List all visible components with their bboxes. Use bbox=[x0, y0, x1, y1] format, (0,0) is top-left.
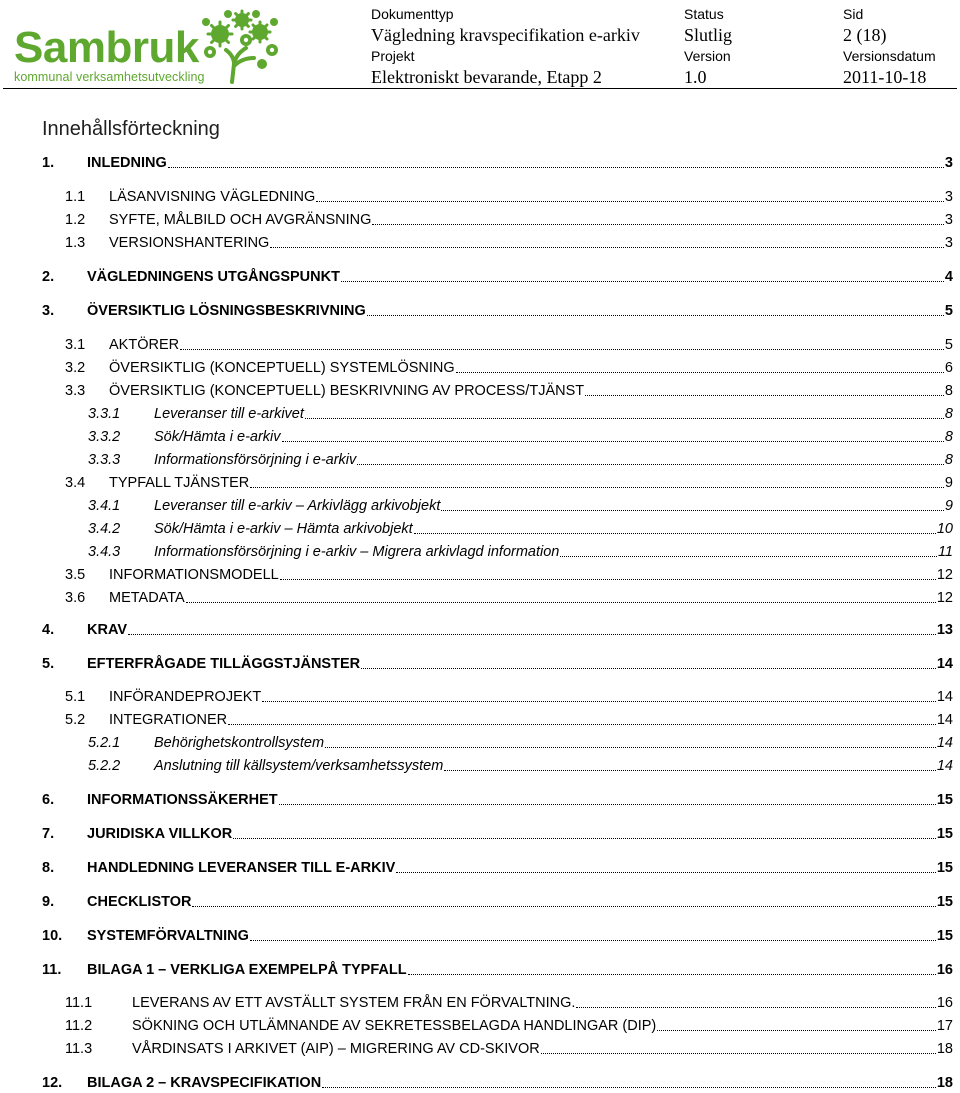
sambruk-logo bbox=[10, 6, 285, 84]
toc-dot-leader bbox=[560, 555, 937, 557]
page-label: Sid bbox=[843, 6, 864, 22]
toc-entry[interactable] bbox=[65, 993, 953, 1013]
toc-entry-page: 5 bbox=[944, 303, 953, 319]
toc-entry[interactable] bbox=[42, 654, 953, 674]
header-divider bbox=[3, 88, 957, 89]
toc-entry-page: 11 bbox=[937, 544, 953, 560]
toc-entry-number: 1.2 bbox=[65, 212, 86, 228]
toc-dot-leader bbox=[282, 440, 944, 442]
toc-entry-title: Sök/Hämta i e-arkiv – Hämta arkivobjekt bbox=[154, 521, 413, 537]
toc-dot-leader bbox=[441, 509, 944, 511]
toc-dot-leader bbox=[280, 578, 936, 580]
toc-entry-page: 3 bbox=[944, 189, 953, 205]
toc-dot-leader bbox=[325, 746, 936, 748]
toc-entry-number: 3.3.2 bbox=[88, 429, 121, 445]
toc-entry-page: 14 bbox=[936, 758, 953, 774]
toc-entry-title: EFTERFRÅGADE TILLÄGGSTJÄNSTER bbox=[87, 656, 361, 672]
toc-entry-title: VÅRDINSATS I ARKIVET (AIP) – MIGRERING AV CD-SKIVOR bbox=[132, 1041, 540, 1057]
toc-dot-leader bbox=[270, 246, 944, 248]
toc-dot-leader bbox=[456, 371, 944, 373]
toc-entry-number: 1.1 bbox=[65, 189, 86, 205]
toc-entry-page: 18 bbox=[936, 1041, 953, 1057]
toc-entry-title: VERSIONSHANTERING bbox=[109, 235, 270, 251]
toc-entry-number: 2. bbox=[42, 269, 55, 285]
toc-entry-page: 16 bbox=[936, 962, 953, 978]
toc-dot-leader bbox=[128, 633, 936, 635]
toc-entry-title: BILAGA 1 – VERKLIGA EXEMPELPÅ TYPFALL bbox=[87, 962, 407, 978]
toc-entry[interactable] bbox=[88, 519, 953, 539]
toc-entry[interactable] bbox=[65, 210, 953, 230]
toc-entry[interactable] bbox=[42, 1073, 953, 1093]
toc-entry-number: 5.2.2 bbox=[88, 758, 121, 774]
toc-entry[interactable] bbox=[42, 301, 953, 321]
toc-dot-leader bbox=[228, 723, 936, 725]
toc-entry-title: Informationsförsörjning i e-arkiv – Migrera arkivlagd information bbox=[154, 544, 560, 560]
toc-dot-leader bbox=[180, 348, 944, 350]
toc-entry-number: 6. bbox=[42, 792, 55, 808]
status-label: Status bbox=[684, 6, 724, 22]
toc-entry-number: 3.4.3 bbox=[88, 544, 121, 560]
status-value: Slutlig bbox=[684, 25, 733, 45]
toc-title: Innehållsförteckning bbox=[42, 118, 220, 140]
toc-dot-leader bbox=[341, 280, 944, 282]
version-date-value: 2011-10-18 bbox=[843, 67, 927, 87]
toc-entry-page: 15 bbox=[936, 928, 953, 944]
toc-entry[interactable] bbox=[42, 926, 953, 946]
toc-dot-leader bbox=[250, 486, 944, 488]
toc-entry[interactable] bbox=[65, 187, 953, 207]
toc-dot-leader bbox=[414, 532, 936, 534]
toc-entry-title: Anslutning till källsystem/verksamhetssystem bbox=[154, 758, 444, 774]
toc-entry-page: 9 bbox=[944, 475, 953, 491]
toc-entry-number: 12. bbox=[42, 1075, 63, 1091]
toc-entry[interactable] bbox=[65, 473, 953, 493]
toc-entry-number: 11. bbox=[42, 962, 62, 978]
toc-entry-page: 3 bbox=[944, 235, 953, 251]
toc-entry-page: 8 bbox=[944, 406, 953, 422]
toc-entry[interactable] bbox=[65, 381, 953, 401]
toc-entry-page: 8 bbox=[944, 452, 953, 468]
toc-entry[interactable] bbox=[42, 620, 953, 640]
toc-entry-title: AKTÖRER bbox=[109, 337, 180, 353]
toc-dot-leader bbox=[372, 223, 944, 225]
logo-wordmark: Sambruk bbox=[14, 23, 199, 72]
toc-dot-leader bbox=[192, 905, 935, 907]
version-date-label: Versionsdatum bbox=[843, 48, 936, 64]
toc-entry-page: 14 bbox=[936, 689, 953, 705]
toc-entry-page: 15 bbox=[936, 894, 953, 910]
toc-entry[interactable] bbox=[88, 496, 953, 516]
toc-entry-number: 3.6 bbox=[65, 590, 86, 606]
toc-entry-page: 17 bbox=[936, 1018, 953, 1034]
toc-dot-leader bbox=[168, 166, 944, 168]
toc-entry-page: 16 bbox=[936, 995, 953, 1011]
toc-entry-title: Behörighetskontrollsystem bbox=[154, 735, 325, 751]
toc-entry-title: Sök/Hämta i e-arkiv bbox=[154, 429, 281, 445]
toc-entry-number: 3.3.1 bbox=[88, 406, 121, 422]
toc-entry-number: 1.3 bbox=[65, 235, 86, 251]
toc-entry-number: 11.1 bbox=[65, 995, 93, 1011]
toc-dot-leader bbox=[262, 700, 936, 702]
toc-entry[interactable] bbox=[88, 756, 953, 776]
toc-dot-leader bbox=[541, 1052, 936, 1054]
toc-entry-title: ÖVERSIKTLIG (KONCEPTUELL) BESKRIVNING AV PROCESS/TJÄNST bbox=[109, 383, 585, 399]
toc-entry[interactable] bbox=[65, 687, 953, 707]
version-label: Version bbox=[684, 48, 731, 64]
toc-entry-title: LEVERANS AV ETT AVSTÄLLT SYSTEM FRÅN EN FÖRVALTNING. bbox=[132, 995, 576, 1011]
toc-entry-page: 14 bbox=[936, 656, 953, 672]
toc-entry-title: INFORMATIONSSÄKERHET bbox=[87, 792, 278, 808]
project-label: Projekt bbox=[371, 48, 415, 64]
toc-dot-leader bbox=[250, 939, 936, 941]
toc-entry-number: 8. bbox=[42, 860, 55, 876]
toc-entry[interactable] bbox=[65, 710, 953, 730]
toc-entry-page: 12 bbox=[936, 590, 953, 606]
toc-dot-leader bbox=[396, 871, 936, 873]
toc-entry-page: 14 bbox=[936, 712, 953, 728]
toc-dot-leader bbox=[576, 1006, 935, 1008]
toc-entry-title: SÖKNING OCH UTLÄMNANDE AV SEKRETESSBELAGDA HANDLINGAR (DIP) bbox=[132, 1018, 657, 1034]
toc-entry-title: CHECKLISTOR bbox=[87, 894, 192, 910]
toc-entry[interactable] bbox=[65, 588, 953, 608]
toc-dot-leader bbox=[279, 803, 936, 805]
toc-entry[interactable] bbox=[65, 335, 953, 355]
toc-entry-page: 3 bbox=[944, 155, 953, 171]
toc-entry-number: 5. bbox=[42, 656, 55, 672]
toc-entry-title: JURIDISKA VILLKOR bbox=[87, 826, 233, 842]
toc-entry-number: 7. bbox=[42, 826, 55, 842]
toc-entry[interactable] bbox=[88, 450, 953, 470]
toc-dot-leader bbox=[585, 394, 944, 396]
toc-entry-title: HANDLEDNING LEVERANSER TILL E-ARKIV bbox=[87, 860, 396, 876]
toc-dot-leader bbox=[186, 601, 936, 603]
toc-dot-leader bbox=[361, 667, 936, 669]
toc-entry[interactable] bbox=[88, 404, 953, 424]
toc-entry-title: Leveranser till e-arkivet bbox=[154, 406, 304, 422]
toc-dot-leader bbox=[408, 973, 936, 975]
toc-entry-page: 12 bbox=[936, 567, 953, 583]
toc-entry[interactable] bbox=[42, 892, 953, 912]
toc-entry[interactable] bbox=[65, 565, 953, 585]
toc-entry-page: 15 bbox=[936, 826, 953, 842]
toc-entry-title: INLEDNING bbox=[87, 155, 167, 171]
toc-entry-number: 3.4.2 bbox=[88, 521, 121, 537]
toc-entry-title: SYSTEMFÖRVALTNING bbox=[87, 928, 249, 944]
toc-dot-leader bbox=[367, 314, 944, 316]
toc-entry[interactable] bbox=[65, 358, 953, 378]
toc-entry-page: 5 bbox=[944, 337, 953, 353]
toc-dot-leader bbox=[233, 837, 936, 839]
toc-entry-number: 1. bbox=[42, 155, 55, 171]
toc-entry[interactable] bbox=[42, 267, 953, 287]
toc-entry-title: TYPFALL TJÄNSTER bbox=[109, 475, 250, 491]
toc-entry-page: 18 bbox=[936, 1075, 953, 1091]
toc-entry-page: 4 bbox=[944, 269, 953, 285]
toc-entry[interactable] bbox=[88, 542, 953, 562]
toc-entry-number: 3.5 bbox=[65, 567, 86, 583]
toc-entry-number: 3.3.3 bbox=[88, 452, 121, 468]
toc-entry[interactable] bbox=[65, 1016, 953, 1036]
toc-entry-page: 13 bbox=[936, 622, 953, 638]
toc-entry-number: 3.4.1 bbox=[88, 498, 121, 514]
project-value: Elektroniskt bevarande, Etapp 2 bbox=[371, 67, 602, 87]
toc-entry-title: Informationsförsörjning i e-arkiv bbox=[154, 452, 357, 468]
toc-entry-title: INTEGRATIONER bbox=[109, 712, 228, 728]
toc-entry-title: KRAV bbox=[87, 622, 128, 638]
toc-entry[interactable] bbox=[88, 733, 953, 753]
toc-entry-title: BILAGA 2 – KRAVSPECIFIKATION bbox=[87, 1075, 322, 1091]
toc-entry[interactable] bbox=[88, 427, 953, 447]
toc-entry-page: 15 bbox=[936, 792, 953, 808]
toc-entry-number: 9. bbox=[42, 894, 55, 910]
toc-entry-title: LÄSANVISNING VÄGLEDNING bbox=[109, 189, 316, 205]
toc-entry-title: METADATA bbox=[109, 590, 185, 606]
toc-entry-page: 8 bbox=[944, 383, 953, 399]
toc-entry[interactable] bbox=[65, 1039, 953, 1059]
toc-entry-title: VÄGLEDNINGENS UTGÅNGSPUNKT bbox=[87, 269, 340, 285]
toc-entry[interactable] bbox=[42, 790, 953, 810]
toc-dot-leader bbox=[322, 1086, 936, 1088]
toc-entry-title: Leveranser till e-arkiv – Arkivlägg arkivobjekt bbox=[154, 498, 441, 514]
toc-entry-number: 4. bbox=[42, 622, 55, 638]
toc-entry-number: 3. bbox=[42, 303, 55, 319]
toc-entry-number: 5.2.1 bbox=[88, 735, 121, 751]
toc-entry-page: 6 bbox=[944, 360, 953, 376]
toc-entry-title: INFÖRANDEPROJEKT bbox=[109, 689, 262, 705]
toc-entry-page: 14 bbox=[936, 735, 953, 751]
toc-dot-leader bbox=[357, 463, 944, 465]
toc-entry-page: 3 bbox=[944, 212, 953, 228]
toc-entry-number: 5.2 bbox=[65, 712, 86, 728]
toc-entry-page: 8 bbox=[944, 429, 953, 445]
toc-entry[interactable] bbox=[42, 858, 953, 878]
toc-entry-page: 15 bbox=[936, 860, 953, 876]
toc-entry-number: 10. bbox=[42, 928, 63, 944]
toc-entry-number: 3.4 bbox=[65, 475, 86, 491]
doc-type-value: Vägledning kravspecifikation e-arkiv bbox=[371, 25, 640, 45]
toc-entry-page: 9 bbox=[944, 498, 953, 514]
toc-entry-title: ÖVERSIKTLIG (KONCEPTUELL) SYSTEMLÖSNING bbox=[109, 360, 455, 376]
toc-entry-number: 11.2 bbox=[65, 1018, 93, 1034]
toc-entry[interactable] bbox=[42, 824, 953, 844]
toc-dot-leader bbox=[657, 1029, 936, 1031]
toc-entry-number: 11.3 bbox=[65, 1041, 93, 1057]
toc-entry[interactable] bbox=[42, 153, 953, 173]
toc-entry-number: 3.2 bbox=[65, 360, 86, 376]
logo-tagline: kommunal verksamhetsutveckling bbox=[14, 70, 205, 84]
toc-entry[interactable] bbox=[42, 960, 953, 980]
page-value: 2 (18) bbox=[843, 25, 887, 45]
toc-dot-leader bbox=[305, 417, 944, 419]
toc-entry-title: SYFTE, MÅLBILD OCH AVGRÄNSNING bbox=[109, 212, 372, 228]
doc-type-label: Dokumenttyp bbox=[371, 6, 454, 22]
toc-entry-page: 10 bbox=[936, 521, 953, 537]
toc-dot-leader bbox=[316, 200, 944, 202]
toc-entry-title: ÖVERSIKTLIG LÖSNINGSBESKRIVNING bbox=[87, 303, 366, 319]
version-value: 1.0 bbox=[684, 67, 707, 87]
toc-entry-number: 3.1 bbox=[65, 337, 86, 353]
toc-entry-number: 3.3 bbox=[65, 383, 86, 399]
toc-dot-leader bbox=[444, 769, 936, 771]
toc-entry-number: 5.1 bbox=[65, 689, 86, 705]
toc-entry[interactable] bbox=[65, 233, 953, 253]
toc-entry-title: INFORMATIONSMODELL bbox=[109, 567, 279, 583]
